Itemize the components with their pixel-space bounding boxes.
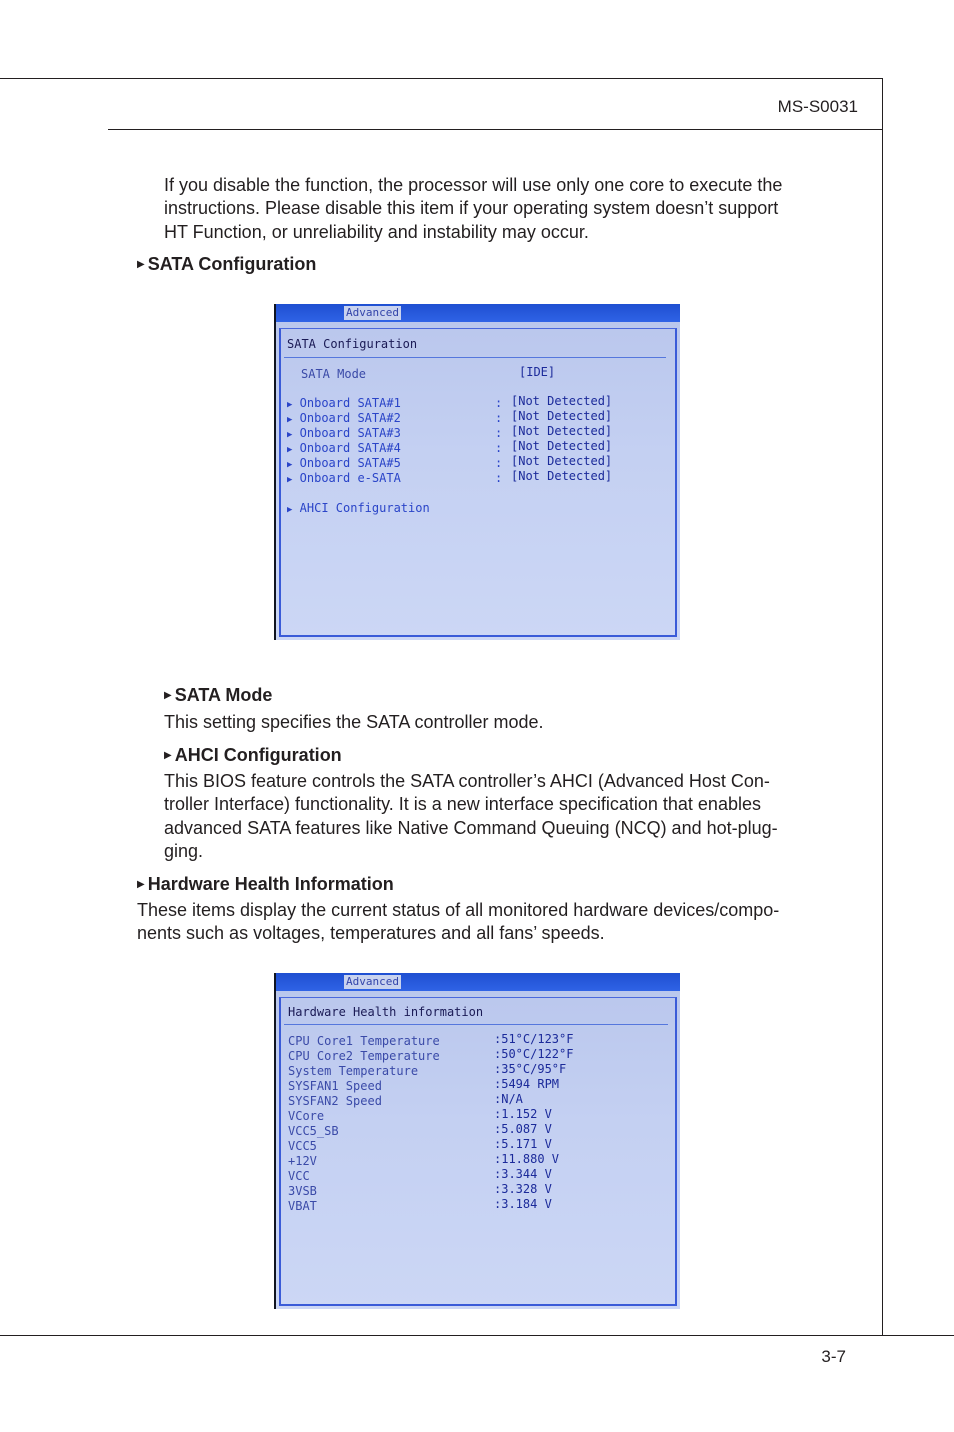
paragraph-line: If you disable the function, the processor will use only one core to execute the	[164, 175, 783, 195]
bios-item-label: Onboard SATA#3	[299, 426, 401, 440]
bios-hw-value: :5494 RPM	[494, 1077, 560, 1091]
bios-item-sata2	[287, 411, 401, 425]
bios-item-sep: :	[495, 411, 503, 425]
bios-item-sata3	[287, 426, 401, 440]
intro-paragraph	[164, 174, 818, 244]
submenu-arrow-icon: ▶	[287, 430, 293, 440]
section-heading-sata-configuration	[137, 253, 316, 276]
section-heading-hardware-health	[137, 873, 394, 896]
bios-hw-label: CPU Core1 Temperature	[288, 1034, 440, 1048]
paragraph-line: instructions. Please disable this item if your operating system doesn’t support	[164, 198, 779, 219]
bios-hw-value: :3.344 V	[494, 1167, 552, 1181]
bios-hw-value: :3.328 V	[494, 1182, 552, 1196]
submenu-arrow-icon: ▶	[287, 505, 293, 515]
section-heading-ahci-configuration	[164, 744, 342, 767]
paragraph-line: These items display the current status of all monitored hardware devices/compo-	[137, 900, 780, 920]
bios-hw-value: :5.171 V	[494, 1137, 552, 1151]
page-number: 3-7	[821, 1347, 846, 1366]
bios-hw-label: VCore	[288, 1109, 325, 1123]
bios-hw-value: :5.087 V	[494, 1122, 552, 1136]
bios-item-value: [Not Detected]	[511, 454, 613, 468]
paragraph-line: This setting specifies the SATA controller mode.	[164, 712, 544, 732]
page-border-right	[882, 78, 883, 1335]
bios-screenshot-sata	[274, 304, 680, 640]
submenu-arrow-icon: ▶	[287, 415, 293, 425]
submenu-arrow-icon: ▶	[287, 460, 293, 470]
bios-hw-label: System Temperature	[288, 1064, 419, 1078]
tab-advanced: Advanced	[346, 306, 399, 319]
bios-hw-value: :N/A	[494, 1092, 523, 1106]
bios-item-value: [Not Detected]	[511, 439, 613, 453]
bios-hw-label: CPU Core2 Temperature	[288, 1049, 440, 1063]
bios-item-sep: :	[495, 456, 503, 470]
bios-title-separator	[284, 357, 666, 358]
paragraph-line: advanced SATA features like Native Command Queuing (NCQ) and hot-plug-	[164, 817, 778, 838]
submenu-arrow-icon: ▶	[287, 475, 293, 485]
paragraph-line: troller Interface) functionality. It is a new interface specification that enables	[164, 794, 761, 815]
heading-text: SATA Mode	[174, 685, 273, 705]
bios-item-sep: :	[495, 396, 503, 410]
bios-item-label: Onboard SATA#4	[299, 441, 401, 455]
triangle-bullet-icon: ▶	[164, 690, 172, 701]
bios-hw-label: SYSFAN2 Speed	[288, 1094, 382, 1108]
bios-hw-value: :51°C/123°F	[494, 1032, 574, 1046]
header-rule-bottom	[108, 129, 883, 130]
paragraph-line: nents such as voltages, temperatures and all fans’ speeds.	[137, 923, 605, 944]
bios-item-esata	[287, 471, 401, 485]
bios-title-separator	[284, 1024, 668, 1025]
header-rule-top	[0, 78, 883, 79]
bios-hw-value: :1.152 V	[494, 1107, 552, 1121]
heading-text: AHCI Configuration	[174, 745, 342, 765]
bios-item-sep: :	[495, 426, 503, 440]
paragraph-line: HT Function, or unreliability and instability may occur.	[164, 221, 589, 242]
triangle-bullet-icon: ▶	[164, 750, 172, 761]
bios-menu-bar	[276, 973, 680, 991]
bios-item-sep: :	[495, 471, 503, 485]
bios-item-value: [Not Detected]	[511, 409, 613, 423]
bios-hw-label: VCC5	[288, 1139, 317, 1153]
bios-hw-value: :11.880 V	[494, 1152, 560, 1166]
bios-item-value: [Not Detected]	[511, 424, 613, 438]
model-number: MS-S0031	[777, 97, 858, 116]
bios-menu-bar	[276, 304, 680, 322]
triangle-bullet-icon: ▶	[137, 879, 145, 890]
bios-hw-label: VCC	[288, 1169, 310, 1183]
paragraph-line: ging.	[164, 840, 204, 861]
hardware-health-paragraph	[137, 899, 818, 946]
bios-item-value: [Not Detected]	[511, 469, 613, 483]
bios-item-label: Onboard SATA#5	[299, 456, 401, 470]
triangle-bullet-icon: ▶	[137, 259, 145, 270]
bios-hw-label: SYSFAN1 Speed	[288, 1079, 382, 1093]
bios-item-label: Onboard SATA#1	[299, 396, 401, 410]
bios-title: SATA Configuration	[287, 337, 418, 351]
sata-mode-paragraph	[164, 711, 818, 734]
bios-item-value: [Not Detected]	[511, 394, 613, 408]
paragraph-line: This BIOS feature controls the SATA controller’s AHCI (Advanced Host Con-	[164, 771, 770, 791]
bios-hw-label: +12V	[288, 1154, 317, 1168]
bios-title: Hardware Health information	[288, 1005, 484, 1019]
bios-item-ahci-configuration	[287, 501, 430, 515]
ahci-paragraph	[164, 770, 818, 863]
tab-advanced: Advanced	[346, 975, 399, 988]
section-heading-sata-mode	[164, 684, 272, 707]
bios-sata-mode-label: SATA Mode	[301, 367, 367, 381]
bios-item-sata1	[287, 396, 401, 410]
heading-text: Hardware Health Information	[147, 874, 394, 894]
bios-item-sata5	[287, 456, 401, 470]
footer-rule	[0, 1335, 954, 1336]
bios-hw-label: 3VSB	[288, 1184, 317, 1198]
bios-hw-label: VBAT	[288, 1199, 317, 1213]
bios-screenshot-hardware-health	[274, 973, 680, 1309]
bios-item-label: AHCI Configuration	[299, 501, 430, 515]
heading-text: SATA Configuration	[147, 254, 317, 274]
bios-hw-value: :35°C/95°F	[494, 1062, 567, 1076]
bios-item-sep: :	[495, 441, 503, 455]
bios-item-label: Onboard e-SATA	[299, 471, 401, 485]
bios-item-sata4	[287, 441, 401, 455]
bios-hw-label: VCC5_SB	[288, 1124, 339, 1138]
bios-hw-value: :50°C/122°F	[494, 1047, 574, 1061]
bios-item-label: Onboard SATA#2	[299, 411, 401, 425]
submenu-arrow-icon: ▶	[287, 400, 293, 410]
submenu-arrow-icon: ▶	[287, 445, 293, 455]
bios-hw-value: :3.184 V	[494, 1197, 552, 1211]
bios-sata-mode-value: [IDE]	[519, 365, 556, 379]
